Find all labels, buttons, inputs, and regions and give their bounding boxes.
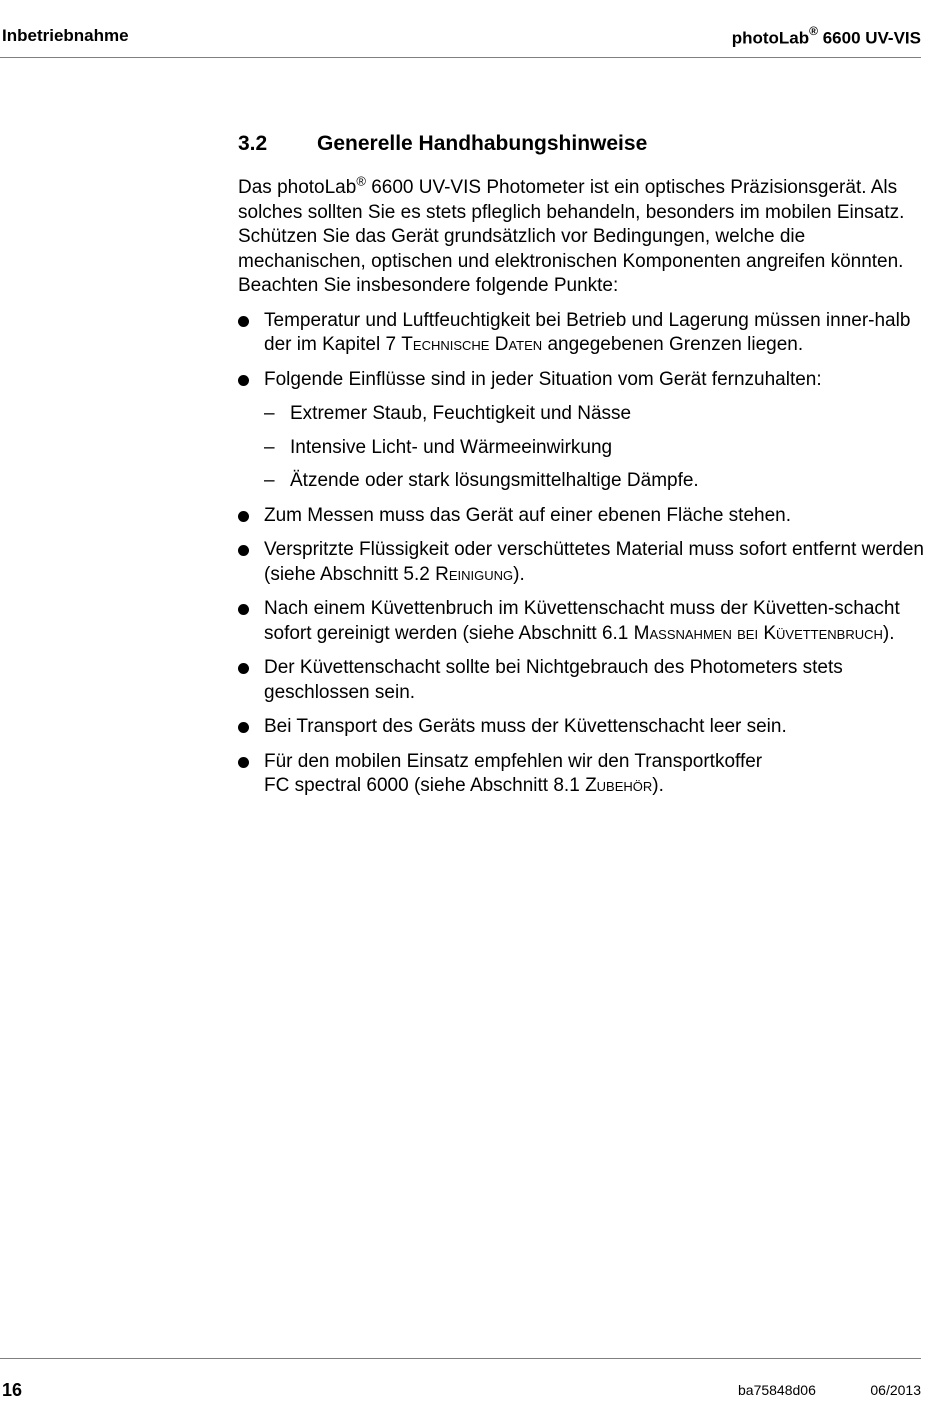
bullet-text: Folgende Einflüsse sind in jeder Situation vom Gerät fernzuhalten:: [264, 368, 822, 390]
bullet-item-spilled-liquid: [238, 538, 928, 587]
dash-icon: –: [264, 436, 275, 458]
page-number: 16: [2, 1380, 23, 1400]
section-number: 3.2: [238, 132, 268, 155]
handling-bullet-list: [238, 309, 928, 799]
bullet-icon: [238, 375, 249, 386]
document-date: 06/2013: [870, 1382, 921, 1398]
registered-mark: ®: [356, 173, 366, 189]
bullet-icon: [238, 757, 249, 768]
bullet-icon: [238, 511, 249, 522]
bullet-text: Für den mobilen Einsatz empfehlen wir den Transportkoffer: [264, 750, 763, 772]
header-product-name: [732, 26, 921, 49]
section-heading: [238, 128, 928, 168]
bullet-item-temperature: [238, 309, 928, 358]
bullet-text: Der Küvettenschacht sollte bei Nichtgebrauch des Photometers stets geschlossen sein.: [264, 657, 843, 703]
sub-list-item: [264, 402, 928, 427]
registered-mark: ®: [809, 24, 818, 38]
bullet-text-end: ).: [652, 775, 664, 796]
bullet-icon: [238, 316, 249, 327]
influences-sub-list: [264, 402, 928, 494]
bullet-text-line2: FC spectral 6000 (siehe Abschnitt 8.1: [264, 775, 586, 796]
bullet-item-shaft-closed: [238, 656, 928, 705]
bullet-icon: [238, 545, 249, 556]
intro-text-rest: 6600 UV-VIS Photometer ist ein optisches Präzisionsgerät. Als solches sollten Sie es stets pfleglich behandeln, besonders im mobilen Einsatz. Schützen Sie das Gerät grundsätzlich vor Bedingungen, welche die mechanischen, optischen und elektronischen Komponenten angreifen könnten. Beachten Sie insbesondere folgende Punkte:: [238, 177, 905, 296]
sub-item-text: Extremer Staub, Feuchtigkeit und Nässe: [290, 403, 632, 424]
bullet-item-cuvette-breakage: [238, 597, 928, 646]
bullet-text: Zum Messen muss das Gerät auf einer ebenen Fläche stehen.: [264, 504, 791, 526]
bullet-item-transport: [238, 715, 928, 740]
intro-paragraph: [238, 173, 928, 299]
intro-text-start: Das photoLab: [238, 177, 357, 198]
sub-item-text: Ätzende oder stark lösungsmittelhaltige Dämpfe.: [290, 470, 699, 491]
bullet-item-carrying-case: [238, 750, 928, 799]
bullet-text: Verspritzte Flüssigkeit oder verschüttetes Material muss sofort entfernt werden (siehe Abschnitt 5.2: [264, 539, 924, 585]
dash-icon: –: [264, 470, 275, 491]
header-product-prefix: photoLab: [731, 28, 810, 48]
bullet-text: Nach einem Küvettenbruch im Küvettenschacht muss der Küvetten-schacht sofort gereinigt werden (siehe Abschnitt 6.1: [264, 598, 900, 644]
cross-reference-link[interactable]: Zubehör: [585, 775, 653, 796]
bullet-item-influences: [238, 368, 928, 494]
bullet-text-end: ).: [882, 622, 895, 644]
header-section-title: Inbetriebnahme: [2, 26, 129, 45]
bullet-text: Bei Transport des Geräts muss der Küvettenschacht leer sein.: [264, 716, 787, 737]
page-content: [238, 128, 928, 809]
bullet-icon: [238, 722, 249, 733]
bullet-item-level-surface: [238, 504, 928, 529]
cross-reference-link[interactable]: Reinigung: [435, 563, 514, 585]
header-product-suffix: 6600 UV-VIS: [817, 28, 921, 48]
bullet-icon: [238, 604, 249, 615]
dash-icon: –: [264, 403, 275, 424]
cross-reference-link[interactable]: Technische Daten: [401, 334, 543, 355]
bullet-icon: [238, 663, 249, 674]
section-title: Generelle Handhabungshinweise: [317, 132, 648, 155]
footer-divider: [0, 1358, 921, 1359]
bullet-text-end: ).: [513, 563, 525, 585]
document-id: ba75848d06: [738, 1382, 816, 1398]
sub-item-text: Intensive Licht- und Wärmeeinwirkung: [290, 436, 613, 458]
cross-reference-link[interactable]: Maßnahmen bei Küvettenbruch: [633, 622, 883, 644]
bullet-text-end: angegebenen Grenzen liegen.: [542, 334, 804, 355]
bullet-text: Temperatur und Luftfeuchtigkeit bei Betrieb und Lagerung müssen inner-halb der im Kapitel 7: [264, 309, 911, 355]
sub-list-item: [264, 469, 928, 494]
header-divider: [0, 57, 921, 58]
sub-list-item: [264, 436, 928, 461]
